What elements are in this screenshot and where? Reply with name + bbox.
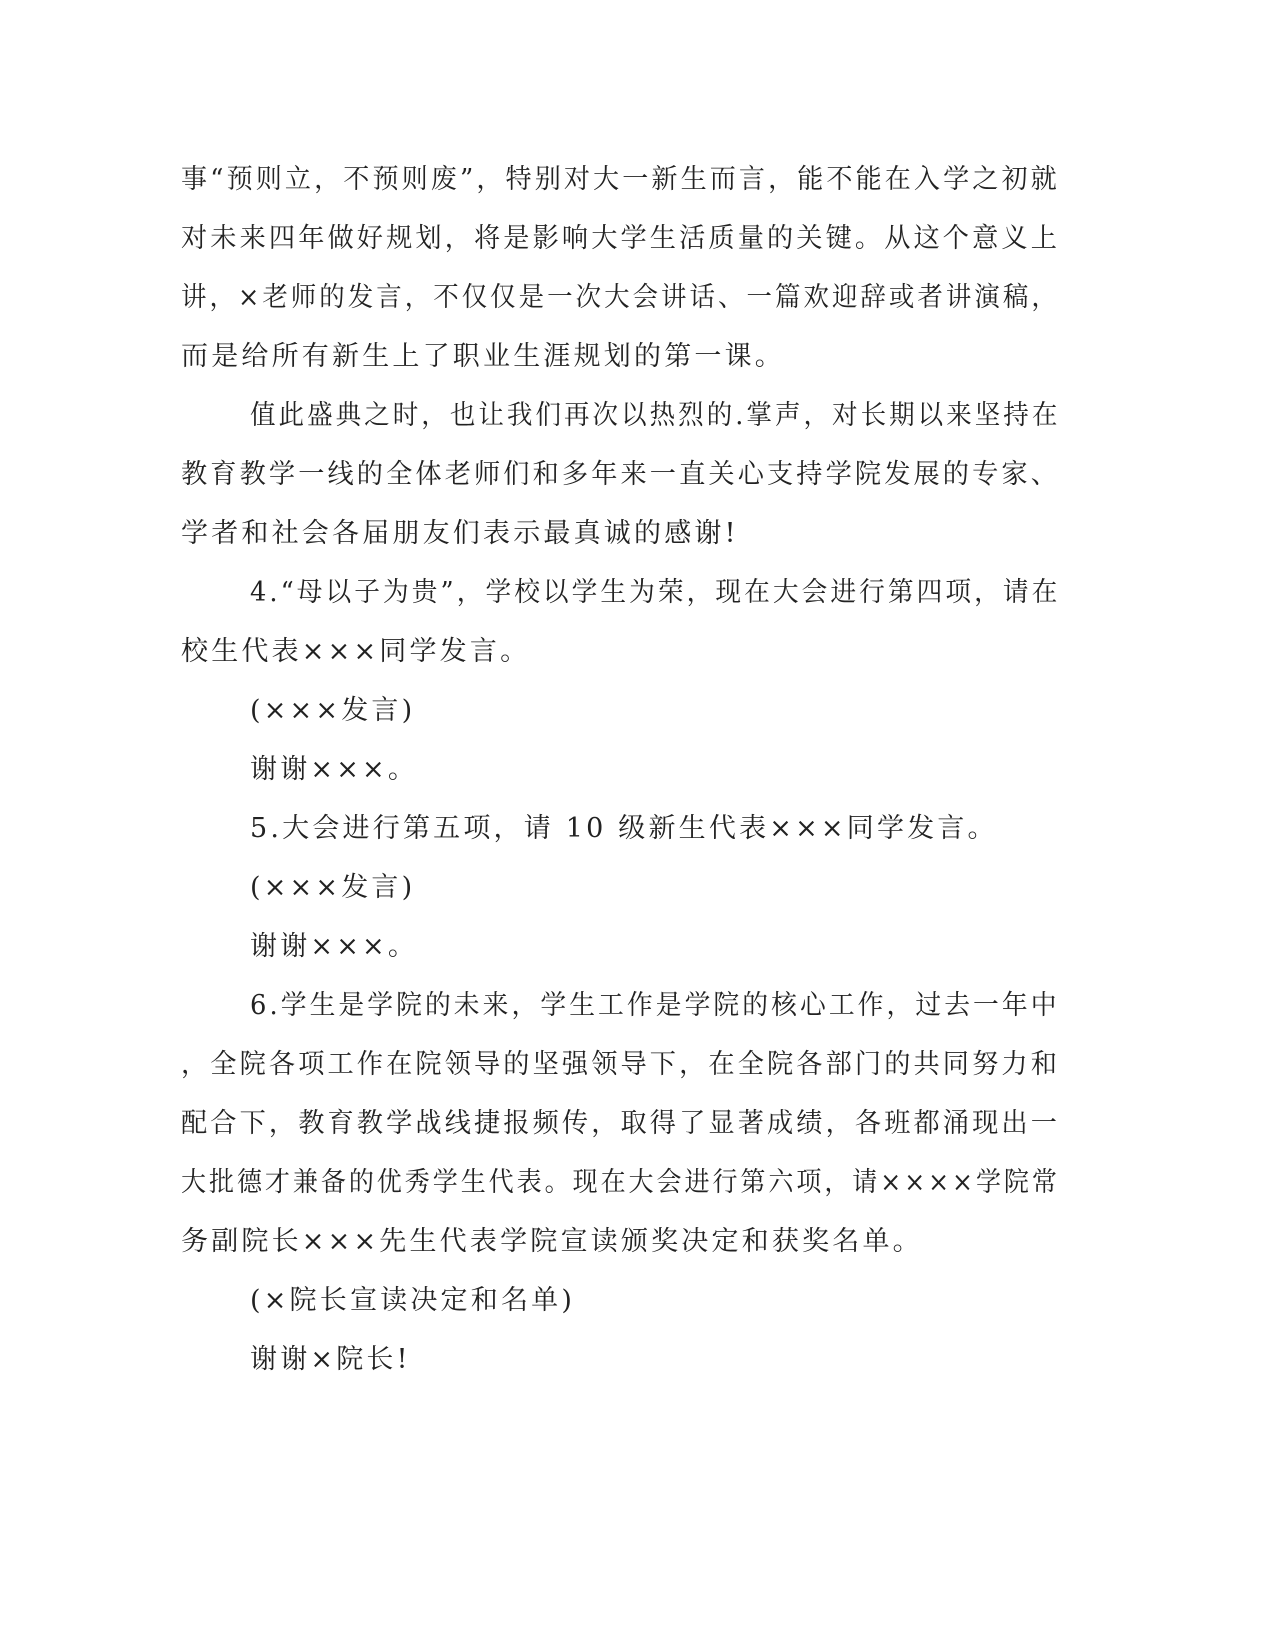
text-line-16: ，全院各项工作在院领导的坚强领导下，在全院各部门的共同努力和	[181, 1049, 1061, 1080]
text-line-11: 谢谢×××。	[250, 754, 419, 785]
text-line-13: (×××发言)	[250, 872, 416, 903]
text-line-10: (×××发言)	[250, 695, 416, 726]
text-line-19: 务副院长×××先生代表学院宣读颁奖决定和获奖名单。	[181, 1226, 923, 1257]
text-line-21: 谢谢×院长!	[250, 1344, 411, 1375]
text-line-17: 配合下，教育教学战线捷报频传，取得了显著成绩，各班都涌现出一	[181, 1108, 1061, 1139]
text-line-2: 对未来四年做好规划，将是影响大学生活质量的关键。从这个意义上	[181, 223, 1061, 254]
text-line-14: 谢谢×××。	[250, 931, 419, 962]
text-line-15: 6.学生是学院的未来，学生工作是学院的核心工作，过去一年中	[250, 990, 1060, 1021]
text-line-5: 值此盛典之时，也让我们再次以热烈的.掌声，对长期以来坚持在	[250, 400, 1061, 431]
text-line-18: 大批德才兼备的优秀学生代表。现在大会进行第六项，请××××学院常	[181, 1167, 1060, 1198]
text-line-7: 学者和社会各届朋友们表示最真诚的感谢!	[181, 518, 739, 549]
text-line-9: 校生代表×××同学发言。	[181, 636, 531, 667]
text-line-20: (×院长宣读决定和名单)	[250, 1285, 576, 1316]
text-line-6: 教育教学一线的全体老师们和多年来一直关心支持学院发展的专家、	[181, 459, 1061, 490]
text-line-1: 事“预则立，不预则废”，特别对大一新生而言，能不能在入学之初就	[181, 164, 1060, 195]
text-line-12: 5.大会进行第五项，请 10 级新生代表×××同学发言。	[250, 813, 998, 844]
text-line-8: 4.“母以子为贵”，学校以学生为荣，现在大会进行第四项，请在	[250, 577, 1061, 608]
text-line-4: 而是给所有新生上了职业生涯规划的第一课。	[181, 341, 785, 372]
text-line-3: 讲，×老师的发言，不仅仅是一次大会讲话、一篇欢迎辞或者讲演稿，	[181, 282, 1060, 313]
